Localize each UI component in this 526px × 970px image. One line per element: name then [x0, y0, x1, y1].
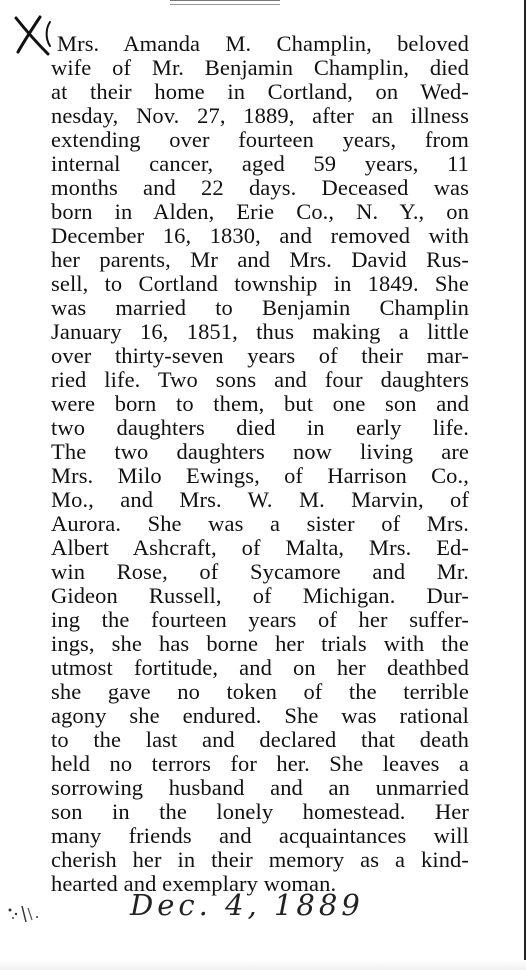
obituary-line: she gave no token of the terrible [51, 679, 469, 704]
obituary-line: her parents, Mr and Mrs. David Rus- [51, 247, 469, 272]
obituary-line: win Rose, of Sycamore and Mr. [51, 559, 469, 584]
obituary-line: extending over fourteen years, from [51, 127, 469, 152]
obituary-line: December 16, 1830, and removed with [51, 223, 469, 248]
obituary-line: ings, she has borne her trials with the [51, 631, 469, 656]
obituary-line: internal cancer, aged 59 years, 11 [51, 151, 469, 176]
obituary-line: many friends and acquaintances will [51, 823, 469, 848]
top-rule [170, 0, 280, 5]
obituary-line: sorrowing husband and an unmarried [51, 775, 469, 800]
obituary-line: agony she endured. She was rational [51, 703, 469, 728]
obituary-line: ried life. Two sons and four daughters [51, 367, 469, 392]
obituary-line: Mrs. Amanda M. Champlin, beloved [57, 31, 469, 56]
obituary-line: Mo., and Mrs. W. M. Marvin, of [51, 487, 469, 512]
obituary-line: was married to Benjamin Champlin [51, 295, 469, 320]
obituary-line: at their home in Cortland, on Wed- [51, 79, 469, 104]
obituary-line: were born to them, but one son and [51, 391, 469, 416]
obituary-line: nesday, Nov. 27, 1889, after an illness [51, 103, 469, 128]
obituary-line: Albert Ashcraft, of Malta, Mrs. Ed- [51, 535, 469, 560]
obituary-line: months and 22 days. Deceased was [51, 175, 469, 200]
obituary-line: Aurora. She was a sister of Mrs. [51, 511, 469, 536]
handwritten-x-mark-icon [10, 14, 58, 58]
obituary-line: two daughters died in early life. [51, 415, 469, 440]
obituary-line: son in the lonely homestead. Her [51, 799, 469, 824]
obituary-line: ing the fourteen years of her suffer- [51, 607, 469, 632]
obituary-line: over thirty-seven years of their mar- [51, 343, 469, 368]
obituary-line: hearted and exemplary woman. [51, 871, 337, 896]
obituary-line: The two daughters now living are [51, 439, 469, 464]
obituary-line: to the last and declared that death [51, 727, 469, 752]
ink-smudge-icon [4, 900, 44, 928]
handwritten-date: Dec. 4, 1889 [130, 888, 364, 922]
obituary-line: cherish her in their memory as a kind- [51, 847, 469, 872]
obituary-line: born in Alden, Erie Co., N. Y., on [51, 199, 469, 224]
obituary-line: Gideon Russell, of Michigan. Dur- [51, 583, 469, 608]
obituary-line: utmost fortitude, and on her deathbed [51, 655, 469, 680]
obituary-line: held no terrors for her. She leaves a [51, 751, 469, 776]
obituary-line: wife of Mr. Benjamin Champlin, died [51, 55, 469, 80]
obituary-line: January 16, 1851, thus making a little [51, 319, 469, 344]
obituary-line: sell, to Cortland township in 1849. She [51, 271, 469, 296]
page-bottom-edge [0, 960, 526, 970]
obituary-line: Mrs. Milo Ewings, of Harrison Co., [51, 463, 469, 488]
